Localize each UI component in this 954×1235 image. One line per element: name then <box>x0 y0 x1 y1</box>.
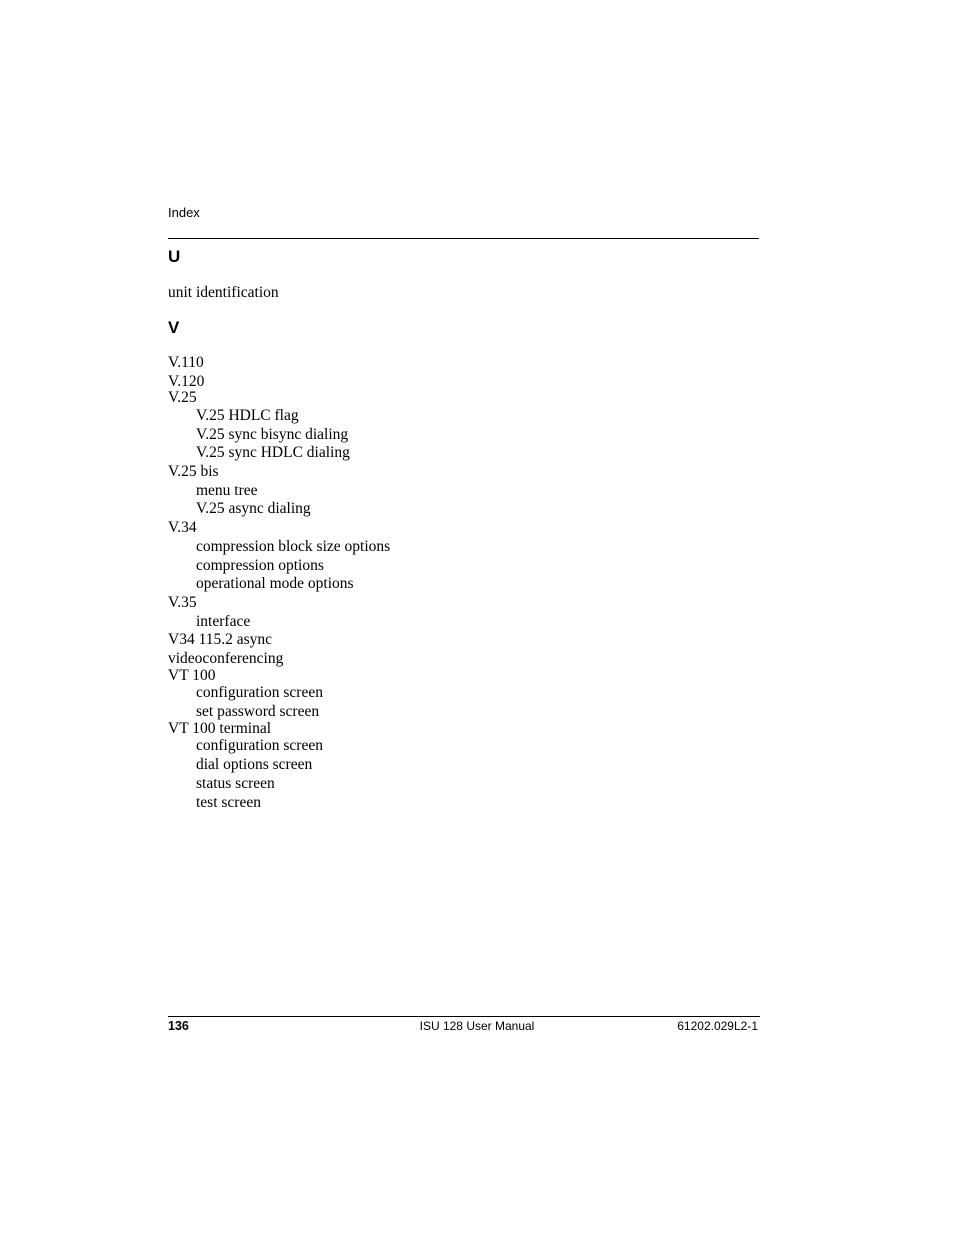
index-entry: V.120 <box>168 373 205 390</box>
index-subentry: operational mode options <box>196 575 354 592</box>
index-subentry: status screen <box>196 775 275 792</box>
index-subentry: configuration screen <box>196 684 323 701</box>
manual-title: ISU 128 User Manual <box>419 1019 535 1033</box>
index-subentry: set password screen <box>196 703 320 720</box>
section-letter-v: V <box>168 318 180 337</box>
section-letter-u: U <box>168 247 181 266</box>
index-entry: VT 100 terminal <box>168 720 272 737</box>
index-entry: V.35 <box>168 594 197 611</box>
index-subentry: menu tree <box>196 482 258 499</box>
index-subentry: compression options <box>196 557 324 574</box>
index-entry: V.110 <box>168 354 204 371</box>
index-entry: V34 115.2 async <box>168 631 273 648</box>
index-subentry: V.25 HDLC flag <box>196 407 299 424</box>
index-subentry: compression block size options <box>196 538 391 555</box>
index-entry: V.25 bis <box>168 463 219 480</box>
index-subentry: interface <box>196 613 251 630</box>
footer-rule <box>168 1016 760 1017</box>
index-subentry: V.25 async dialing <box>196 500 311 517</box>
index-subentry: V.25 sync bisync dialing <box>196 426 349 443</box>
index-entry: V.34 <box>168 519 197 536</box>
index-entry: videoconferencing <box>168 650 284 667</box>
index-subentry: test screen <box>196 794 261 811</box>
page-number: 136 <box>168 1019 189 1033</box>
index-entry: unit identification <box>168 284 279 301</box>
running-header: Index <box>168 205 200 220</box>
header-rule <box>168 238 759 239</box>
index-subentry: configuration screen <box>196 737 323 754</box>
index-entry: V.25 <box>168 389 197 406</box>
document-number: 61202.029L2-1 <box>677 1019 758 1033</box>
index-entry: VT 100 <box>168 667 216 684</box>
index-subentry: dial options screen <box>196 756 313 773</box>
index-subentry: V.25 sync HDLC dialing <box>196 444 350 461</box>
